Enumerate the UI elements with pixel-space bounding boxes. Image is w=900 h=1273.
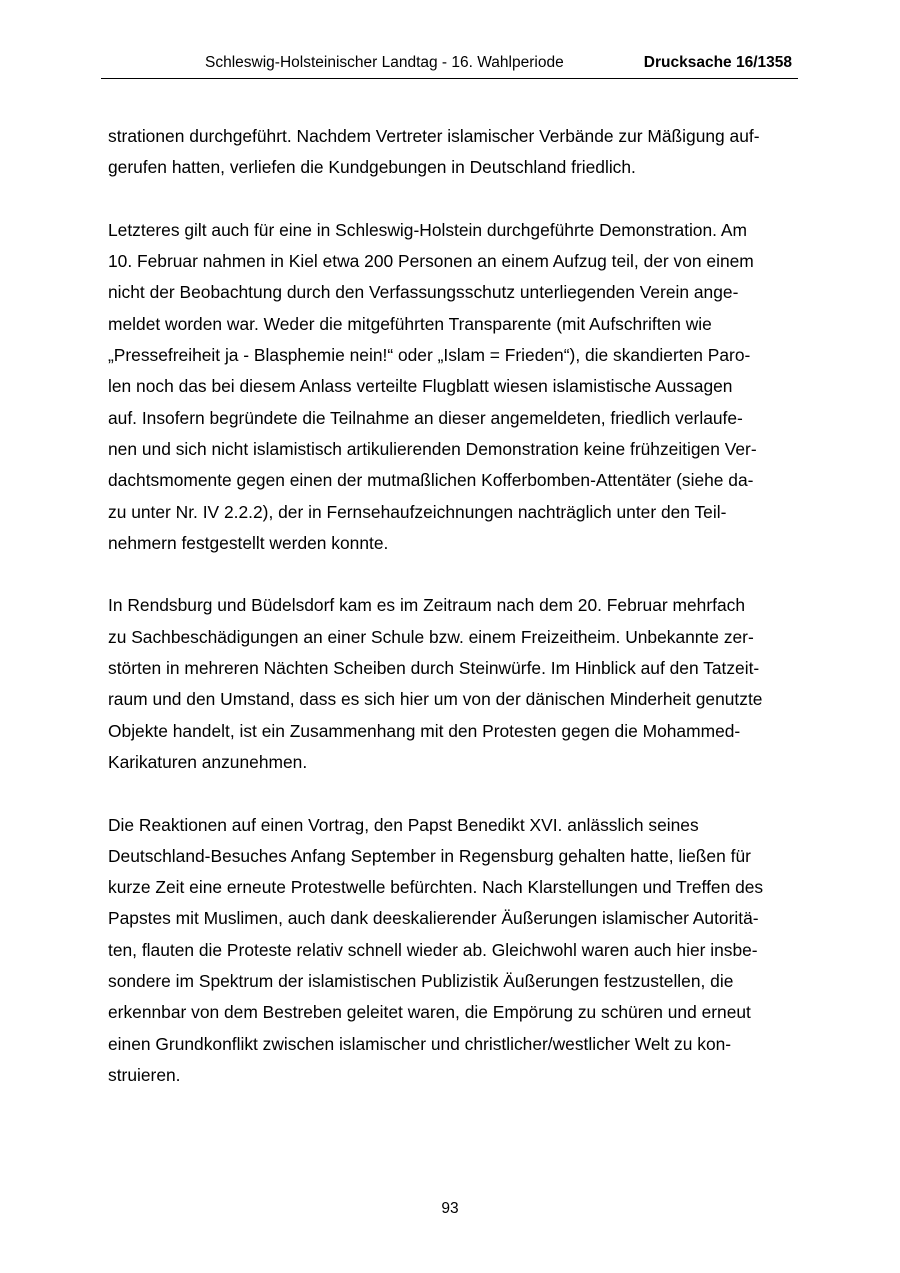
text-line: len noch das bei diesem Anlass verteilte Flugblatt wiesen islamistische Aussagen [108, 376, 733, 397]
page-header [101, 50, 798, 79]
text-line: raum und den Umstand, dass es sich hier um von der dänischen Minderheit genutzte [108, 689, 763, 710]
text-line: Deutschland-Besuches Anfang September in Regensburg gehalten hatte, ließen für [108, 845, 751, 866]
text-line: meldet worden war. Weder die mitgeführten Transparente (mit Aufschriften wie [108, 313, 712, 334]
header-title: Schleswig-Holsteinischer Landtag - 16. Wahlperiode [205, 54, 564, 71]
paragraph [108, 121, 794, 184]
paragraph [108, 810, 794, 1092]
text-line: Die Reaktionen auf einen Vortrag, den Papst Benedikt XVI. anlässlich seines [108, 814, 699, 835]
text-line: nehmern festgestellt werden konnte. [108, 532, 389, 553]
text-line: Letzteres gilt auch für eine in Schleswig-Holstein durchgeführte Demonstration. Am [108, 219, 747, 240]
text-line: sondere im Spektrum der islamistischen Publizistik Äußerungen festzustellen, die [108, 971, 734, 992]
text-line: Objekte handelt, ist ein Zusammenhang mit den Protesten gegen die Mohammed- [108, 720, 741, 741]
text-line: strationen durchgeführt. Nachdem Vertreter islamischer Verbände zur Mäßigung auf- [108, 126, 760, 146]
text-line: In Rendsburg und Büdelsdorf kam es im Zeitraum nach dem 20. Februar mehrfach [108, 595, 745, 616]
text-line: struieren. [108, 1064, 181, 1085]
text-line: nen und sich nicht islamistisch artikulierenden Demonstration keine frühzeitigen Ver- [108, 438, 757, 459]
text-line: 10. Februar nahmen in Kiel etwa 200 Personen an einem Aufzug teil, der von einem [108, 251, 754, 272]
paragraph [108, 215, 794, 559]
text-line: Karikaturen anzunehmen. [108, 751, 308, 772]
text-line: störten in mehreren Nächten Scheiben durch Steinwürfe. Im Hinblick auf den Tatzeit- [108, 658, 760, 679]
page-number: 93 [441, 1200, 459, 1217]
text-line: zu Sachbeschädigungen an einer Schule bzw. einem Freizeitheim. Unbekannte zer- [108, 626, 754, 647]
paragraph [108, 590, 794, 778]
text-line: gerufen hatten, verliefen die Kundgebungen in Deutschland friedlich. [108, 157, 636, 178]
text-line: zu unter Nr. IV 2.2.2), der in Fernsehaufzeichnungen nachträglich unter den Teil- [108, 501, 727, 522]
document-number: Drucksache 16/1358 [643, 54, 792, 71]
text-line: ten, flauten die Proteste relativ schnell wieder ab. Gleichwohl waren auch hier insbe- [108, 939, 758, 960]
body-text [108, 121, 794, 1123]
text-line: nicht der Beobachtung durch den Verfassungsschutz unterliegenden Verein ange- [108, 282, 739, 303]
text-line: Papstes mit Muslimen, auch dank deeskalierender Äußerungen islamischer Autoritä- [108, 908, 759, 929]
text-line: auf. Insofern begründete die Teilnahme an dieser angemeldeten, friedlich verlaufe- [108, 407, 743, 428]
text-line: „Pressefreiheit ja - Blasphemie nein!“ oder „Islam = Frieden“), die skandierten Paro- [108, 345, 751, 366]
text-line: einen Grundkonflikt zwischen islamischer und christlicher/westlicher Welt zu kon- [108, 1033, 732, 1054]
text-line: erkennbar von dem Bestreben geleitet waren, die Empörung zu schüren und erneut [108, 1002, 751, 1023]
text-line: dachtsmomente gegen einen der mutmaßlichen Kofferbomben-Attentäter (siehe da- [108, 470, 754, 491]
text-line: kurze Zeit eine erneute Protestwelle befürchten. Nach Klarstellungen und Treffen des [108, 877, 764, 898]
